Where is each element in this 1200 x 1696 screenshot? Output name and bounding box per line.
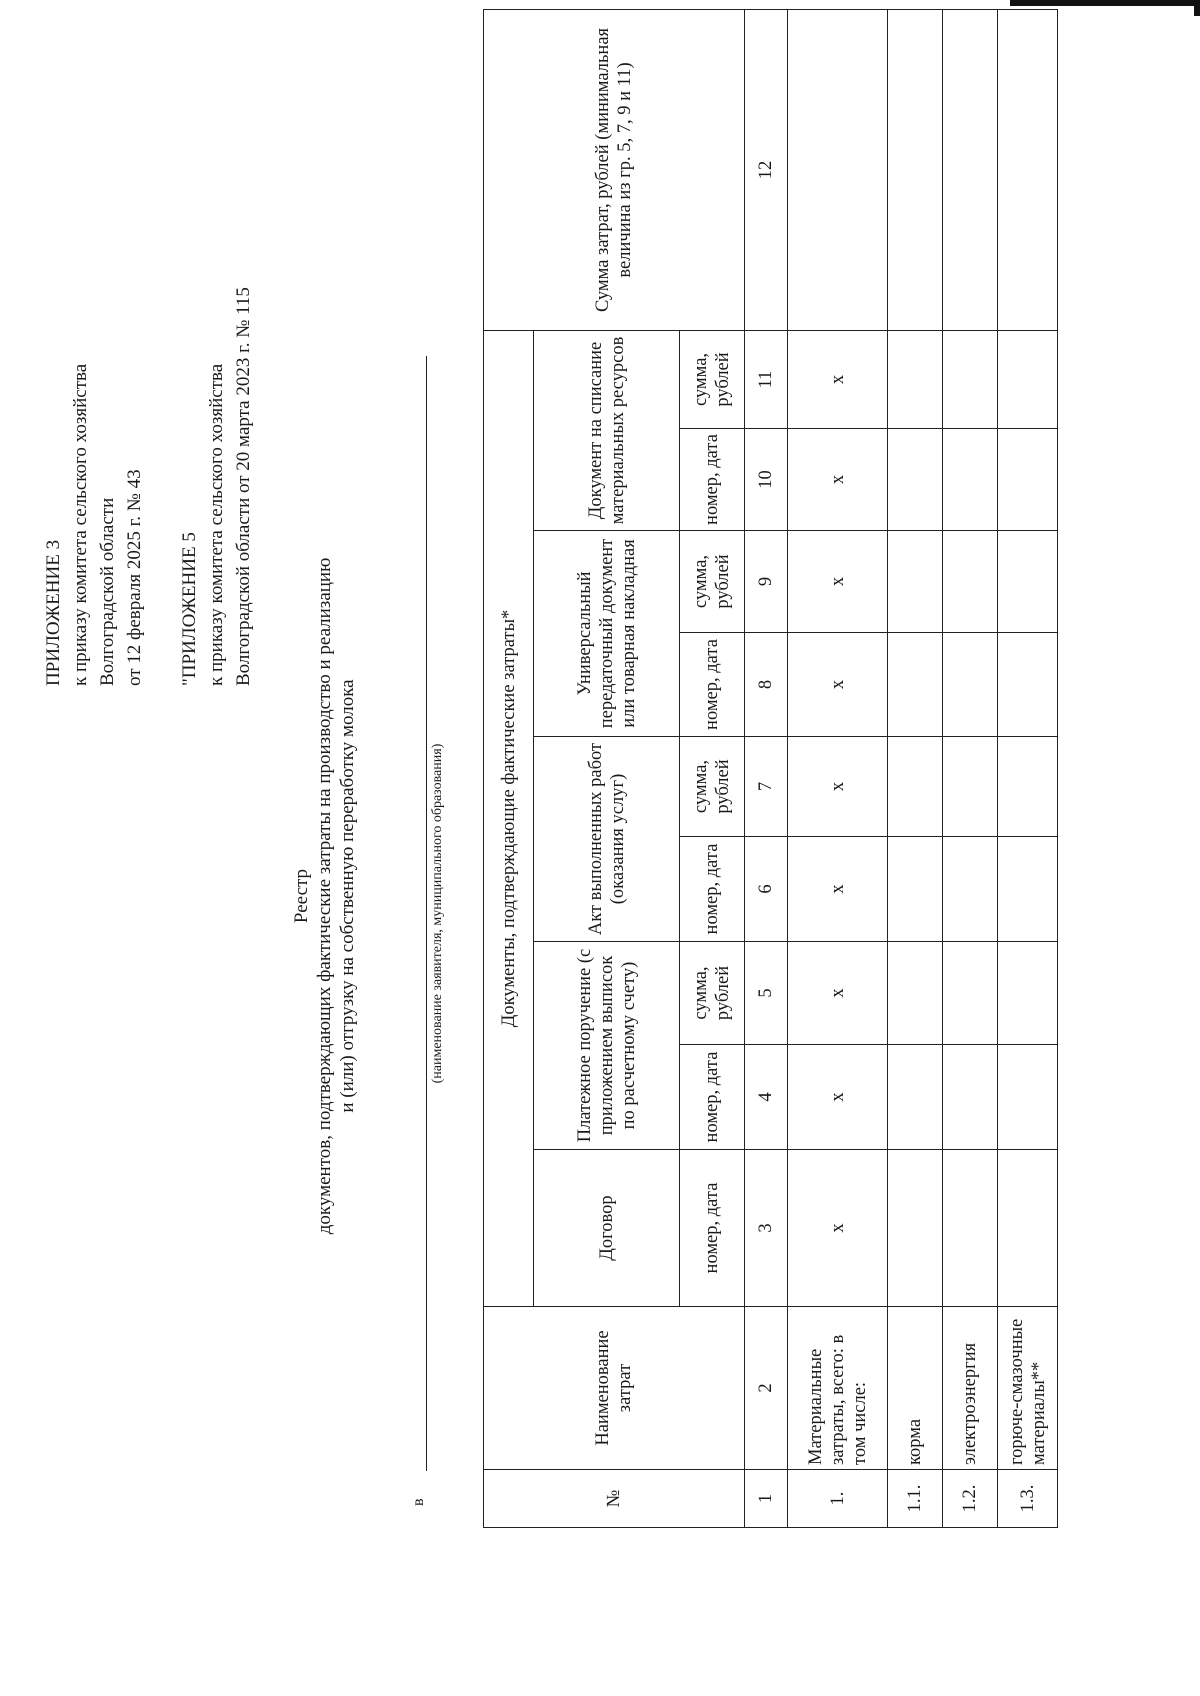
- subheader-number-date: номер, дата: [680, 1045, 745, 1150]
- appendix-line: к приказу комитета сельского хозяйства: [70, 363, 91, 686]
- cross-mark: x: [788, 531, 888, 633]
- row-cost-name: горюче-смазочные материалы**: [998, 1307, 1058, 1470]
- cross-mark: x: [788, 429, 888, 531]
- subheader-sum: сумма, рублей: [680, 942, 745, 1045]
- column-number: 9: [745, 531, 788, 633]
- column-number: 3: [745, 1150, 788, 1307]
- registry-table: [483, 9, 1058, 1528]
- cross-mark: x: [788, 942, 888, 1045]
- header-upd: Универсальный передаточный документ или товарная накладная: [534, 531, 680, 737]
- column-numbers-row: [745, 9, 788, 1527]
- header-number: №: [484, 1470, 745, 1528]
- column-number: 11: [745, 330, 788, 428]
- header-contract: Договор: [534, 1150, 680, 1307]
- header-total-sum: Сумма затрат, рублей (минимальная величина из гр. 5, 7, 9 и 11): [484, 9, 745, 330]
- row-number: 1.3.: [998, 1470, 1058, 1528]
- cross-mark: x: [788, 837, 888, 942]
- row-cost-name: Материальные затраты, всего: в том числе:: [788, 1307, 888, 1470]
- column-number: 12: [745, 9, 788, 330]
- column-number: 4: [745, 1045, 788, 1150]
- document-title: [290, 396, 359, 1396]
- title-line: документов, подтверждающих фактические затраты на производство и реализацию: [314, 557, 335, 1235]
- subheader-sum: сумма, рублей: [680, 737, 745, 837]
- applicant-caption: (наименование заявителя, муниципального образования): [430, 743, 445, 1084]
- cross-mark: x: [788, 633, 888, 737]
- appendix-line: Волгоградской области: [97, 497, 118, 686]
- header-writeoff: Документ на списание материальных ресурсов: [534, 330, 680, 530]
- column-number: 6: [745, 837, 788, 942]
- column-number: 8: [745, 633, 788, 737]
- subheader-sum: сумма, рублей: [680, 531, 745, 633]
- appendix-title: ПРИЛОЖЕНИЕ 3: [43, 539, 64, 686]
- column-number: 10: [745, 429, 788, 531]
- previous-appendix-title: "ПРИЛОЖЕНИЕ 5: [179, 532, 200, 686]
- column-number: 1: [745, 1470, 788, 1528]
- subheader-number-date: номер, дата: [680, 429, 745, 531]
- cross-mark: x: [788, 737, 888, 837]
- cross-mark: x: [788, 1045, 888, 1150]
- previous-appendix-line: к приказу комитета сельского хозяйства: [206, 363, 227, 686]
- row-cost-name: корма: [888, 1307, 943, 1470]
- applicant-prefix: в: [410, 1498, 427, 1506]
- empty-cell: [788, 9, 888, 330]
- row-number: 1.2.: [943, 1470, 998, 1528]
- previous-appendix-line: Волгоградской области от 20 марта 2023 г. № 115: [233, 287, 254, 686]
- cross-mark: x: [788, 330, 888, 428]
- title-line: и (или) отгрузку на собственную переработку молока: [337, 679, 358, 1113]
- row-cost-name: электроэнергия: [943, 1307, 998, 1470]
- applicant-underline: [426, 356, 427, 1471]
- header-act: Акт выполненных работ (оказания услуг): [534, 737, 680, 942]
- column-number: 5: [745, 942, 788, 1045]
- row-number: 1.1.: [888, 1470, 943, 1528]
- table-row: [888, 9, 943, 1527]
- subheader-contract-number-date: номер, дата: [680, 1150, 745, 1307]
- row-number: 1.: [788, 1470, 888, 1528]
- title-line: Реестр: [291, 868, 312, 924]
- column-number: 2: [745, 1307, 788, 1470]
- appendix-header: [40, 26, 257, 686]
- appendix-line: от 12 февраля 2025 г. № 43: [124, 469, 145, 686]
- subheader-number-date: номер, дата: [680, 633, 745, 737]
- subheader-sum: сумма, рублей: [680, 330, 745, 428]
- subheader-number-date: номер, дата: [680, 837, 745, 942]
- column-number: 7: [745, 737, 788, 837]
- header-payment-order: Платежное поручение (с приложением выписок по расчетному счету): [534, 942, 680, 1150]
- table-row: [788, 9, 888, 1527]
- header-documents-group: Документы, подтверждающие фактические затраты*: [484, 330, 534, 1306]
- table-row: [943, 9, 998, 1527]
- cross-mark: x: [788, 1150, 888, 1307]
- table-row: [998, 9, 1058, 1527]
- header-cost-name: Наименование затрат: [484, 1307, 745, 1470]
